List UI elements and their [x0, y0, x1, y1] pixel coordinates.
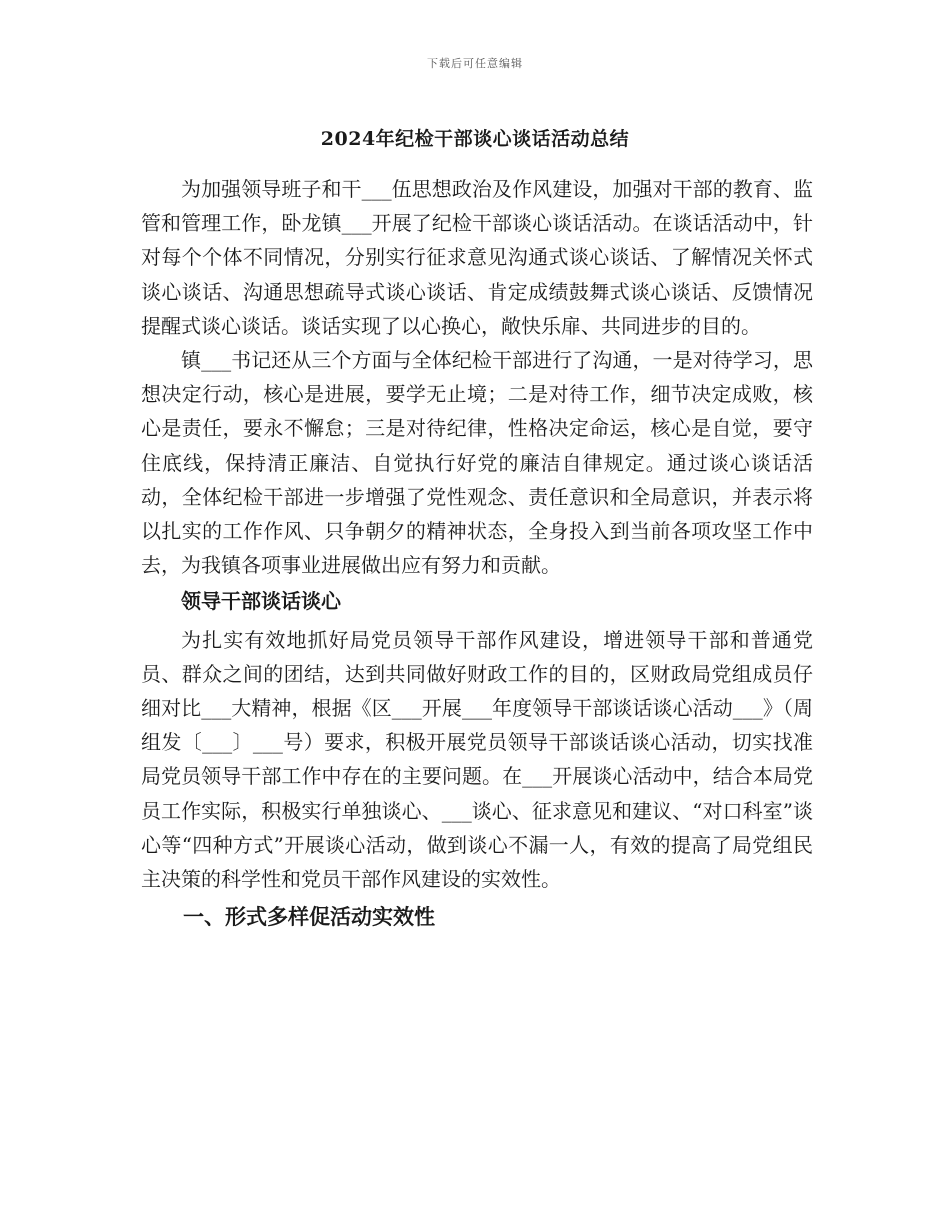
sub-heading: 一、形式多样促活动实效性 — [183, 904, 435, 930]
body-paragraph: 镇___书记还从三个方面与全体纪检干部进行了沟通，一是对待学习，思想决定行动，核心是进展，要学无止境；二是对待工作，细节决定成败，核心是责任，要永不懈怠；三是对待纪律，性格决定命运，核心是自觉，要守住底线，保持清正廉洁、自觉执行好党的廉洁自律规定。通过谈心谈话活动，全体纪检干部进一步增强了党性观念、责任意识和全局意识，并表示将以扎实的工作作风、只争朝夕的精神状态，全身投入到当前各项攻坚工作中去，为我镇各项事业进展做出应有努力和贡献。 — [141, 348, 813, 578]
document-body — [141, 172, 813, 934]
page-title: 2024年纪检干部谈心谈话活动总结 — [320, 128, 630, 150]
section-heading: 领导干部谈话谈心 — [181, 589, 341, 614]
body-paragraph: 为扎实有效地抓好局党员领导干部作风建设，增进领导干部和普通党员、群众之间的团结，达到共同做好财政工作的目的，区财政局党组成员仔细对比___大精神，根据《区___开展___年度领导干部谈话谈心活动___》（周组发〔___〕___号）要求，积极开展党员领导干部谈话谈心活动，切实找准局党员领导干部工作中存在的主要问题。在___开展谈心活动中，结合本局党员工作实际，积极实行单独谈心、___谈心、征求意见和建议、“对口科室”谈心等“四种方式”开展谈心活动，做到谈心不漏一人，有效的提高了局党组民主决策的科学性和党员干部作风建设的实效性。 — [141, 627, 813, 892]
body-paragraph: 为加强领导班子和干___伍思想政治及作风建设，加强对干部的教育、监管和管理工作，卧龙镇___开展了纪检干部谈心谈话活动。在谈话活动中，针对每个个体不同情况，分别实行征求意见沟通式谈心谈话、了解情况关怀式谈心谈话、沟通思想疏导式谈心谈话、肯定成绩鼓舞式谈心谈话、反馈情况提醒式谈心谈话。谈话实现了以心换心，敞快乐扉、共同进步的目的。 — [141, 177, 813, 338]
header-note: 下载后可任意编辑 — [427, 57, 523, 70]
